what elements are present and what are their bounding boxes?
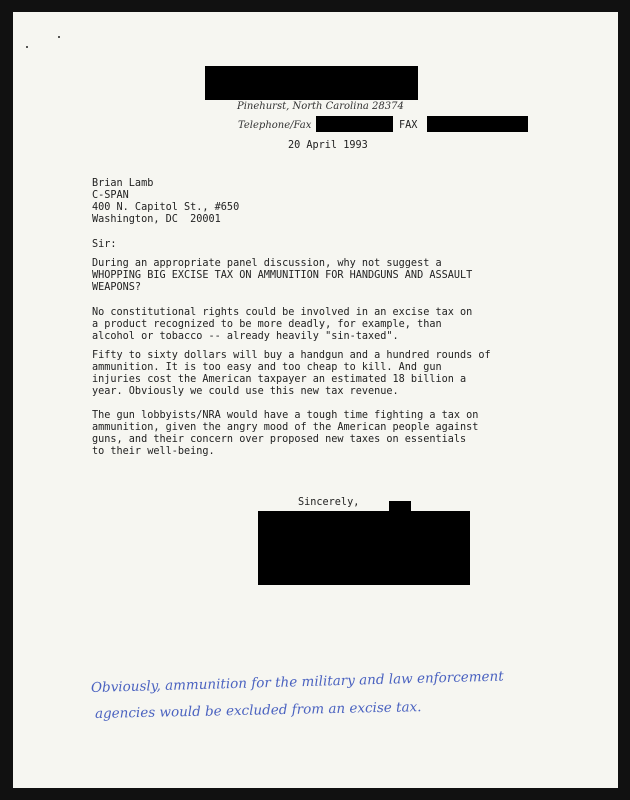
letterhead-fax-label: FAX <box>399 120 418 131</box>
redacted-name-block <box>205 66 418 100</box>
scan-speck <box>58 36 60 38</box>
recipient-organization: C-SPAN <box>92 190 129 201</box>
letter-page <box>13 12 618 788</box>
handwritten-note-line-1: Obviously, ammunition for the military and law enforcement <box>90 668 504 696</box>
body-paragraph-4: The gun lobbyists/NRA would have a tough time fighting a tax on ammunition, given the angry mood of the American people against guns, and their concern over proposed new taxes on essentials to their well-being. <box>92 410 479 457</box>
recipient-city: Washington, DC 20001 <box>92 214 221 225</box>
letter-date: 20 April 1993 <box>288 140 368 151</box>
letterhead-location: Pinehurst, North Carolina 28374 <box>237 101 404 112</box>
letterhead-telephone-label: Telephone/Fax <box>238 120 312 131</box>
redacted-fax <box>427 116 528 132</box>
redacted-telephone <box>316 116 393 132</box>
recipient-street: 400 N. Capitol St., #650 <box>92 202 240 213</box>
body-paragraph-2: No constitutional rights could be involved in an excise tax on a product recognized to be more deadly, for example, than alcohol or tobacco -- already heavily "sin-taxed". <box>92 307 473 342</box>
scan-speck <box>26 46 28 48</box>
closing: Sincerely, <box>298 497 360 508</box>
recipient-name: Brian Lamb <box>92 178 154 189</box>
salutation: Sir: <box>92 239 117 250</box>
body-paragraph-3: Fifty to sixty dollars will buy a handgun and a hundred rounds of ammunition. It is too easy and too cheap to kill. And gun injuries cost the American taxpayer an estimated 18 billion a year. Obviously we could use this new tax revenue. <box>92 350 491 397</box>
handwritten-note-line-2: agencies would be excluded from an excise tax. <box>94 699 422 722</box>
redacted-signature-block <box>258 511 470 585</box>
body-paragraph-1: During an appropriate panel discussion, why not suggest a WHOPPING BIG EXCISE TAX ON AMMUNITION FOR HANDGUNS AND ASSAULT WEAPONS? <box>92 258 473 293</box>
